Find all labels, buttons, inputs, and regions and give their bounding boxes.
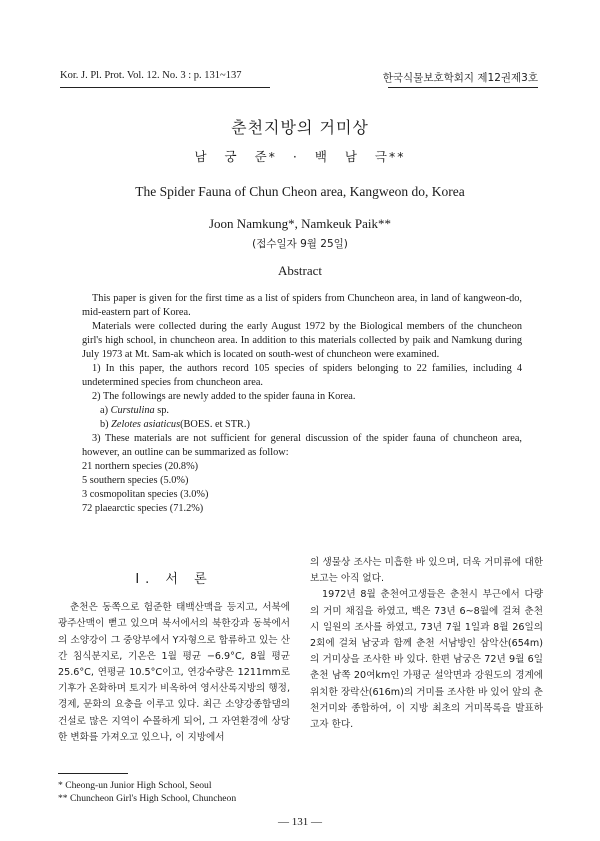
- journal-citation: Kor. J. Pl. Prot. Vol. 12. No. 3 : p. 131~137: [60, 70, 242, 81]
- running-header: [60, 70, 538, 90]
- new-species-a-prefix: a): [100, 405, 108, 416]
- abstract-paragraph-2: Materials were collected during the early August 1972 by the Biological members of the chuncheon girl's high school, in chuncheon area. In addition to this materials collected by paik and Namkung during July 1973 at Mt. Sam-ak which is located on south-west of chuncheon were examined.: [82, 321, 522, 360]
- species-summary-item: 3 cosmopolitan species (3.0%): [82, 489, 209, 500]
- footnote-rule: [58, 773, 128, 774]
- body-column-left: [58, 572, 290, 746]
- footnote-1: * Cheong-un Junior High School, Seoul: [58, 780, 212, 791]
- footnote-2: ** Chuncheon Girl's High School, Chuncheon: [58, 792, 237, 804]
- intro-paragraph-continued: 의 생물상 조사는 미흡한 바 있으며, 더욱 거미류에 대한 보고는 아직 없다.: [310, 557, 543, 585]
- new-species-b: [82, 418, 522, 432]
- section-heading-introduction: I. 서 론: [135, 572, 213, 587]
- new-species-a: [82, 404, 522, 418]
- authors-english: Joon Namkung*, Namkeuk Paik**: [209, 216, 391, 231]
- title-english: The Spider Fauna of Chun Cheon area, Kangweon do, Korea: [135, 184, 465, 199]
- page-number: — 131 —: [278, 816, 322, 828]
- abstract-heading: Abstract: [277, 263, 323, 278]
- abstract-body: [82, 292, 522, 516]
- intro-paragraph-1: 춘천은 동쪽으로 험준한 태백산맥을 등지고, 서북에 광주산맥이 뻗고 있으며 북서에서의 북한강과 동북에서의 소양강이 그 중앙부에서 Y자형으로 합류하고 있는 산간 침식분지로, 기온은 1월 평균 −6.9°C, 8월 평균 25.6°C, 연평균 10.5°C이고, 연강수량은 1211mm로 기후가 온화하며 토지가 비옥하여 영서산록지방의 행정, 경제, 문화의 요충을 이루고 있다. 최근 소양강종합댐의 건설로 많은 지역이 수몰하게 되어, 그 자연환경에 상당한 변화를 가져오고 있으나, 이 지방에서: [58, 602, 290, 743]
- abstract-paragraph-1: This paper is given for the first time as a list of spiders from Chuncheon area, in land of kangweon-do, mid-eastern part of Korea.: [82, 293, 522, 318]
- header-rule-left: [60, 87, 270, 88]
- received-date: (접수일자 9월 25일): [252, 238, 348, 250]
- abstract-paragraph-5: 3) These materials are not sufficient for general discussion of the spider fauna of chuncheon area, however, an outline can be summarized as follow:: [82, 433, 522, 458]
- species-summary-list: [82, 460, 522, 516]
- new-species-b-prefix: b): [100, 419, 109, 430]
- new-species-b-name: Zelotes asiaticus: [111, 419, 181, 430]
- new-species-a-name: Curstulina: [110, 405, 155, 416]
- abstract-paragraph-4: 2) The followings are newly added to the spider fauna in Korea.: [92, 391, 356, 402]
- body-column-right: [310, 555, 543, 733]
- new-species-a-suffix: sp.: [157, 405, 169, 416]
- authors-korean: 남 궁 준* · 백 남 극**: [194, 149, 406, 164]
- species-summary-item: 5 southern species (5.0%): [82, 475, 189, 486]
- header-rule-right: [388, 87, 538, 88]
- species-summary-item: 72 plaearctic species (71.2%): [82, 503, 204, 514]
- footnotes: [58, 780, 338, 805]
- journal-name-korean: 한국식물보호학회지 제12권제3호: [382, 72, 538, 84]
- abstract-paragraph-3: 1) In this paper, the authors record 105 species of spiders belonging to 22 families, including 4 undetermined species from chuncheon area.: [82, 363, 522, 388]
- title-korean: 춘천지방의 거미상: [231, 118, 369, 137]
- species-summary-item: 21 northern species (20.8%): [82, 461, 199, 472]
- new-species-b-suffix: (BOES. et STR.): [180, 419, 250, 430]
- intro-paragraph-2: 1972년 8월 춘천여고생들은 춘천시 부근에서 다량의 거미 채집을 하였고, 백은 73년 6~8월에 걸쳐 춘천시 일원의 조사를 하였고, 73년 7월 1일과 8월 26일의 2회에 걸쳐 남궁과 함께 춘천 서남방인 삼악산(654m)의 거미상을 조사한 바 있다. 한편 남궁은 72년 9월 6일 춘천 남쪽 20여km인 가평군 설악면과 강원도의 경계에 위치한 장락산(616m)의 거미를 조사한 바 있어 앞의 춘천거미와 종합하여, 이 지방 최초의 거미목록을 발표하고자 한다.: [310, 589, 543, 731]
